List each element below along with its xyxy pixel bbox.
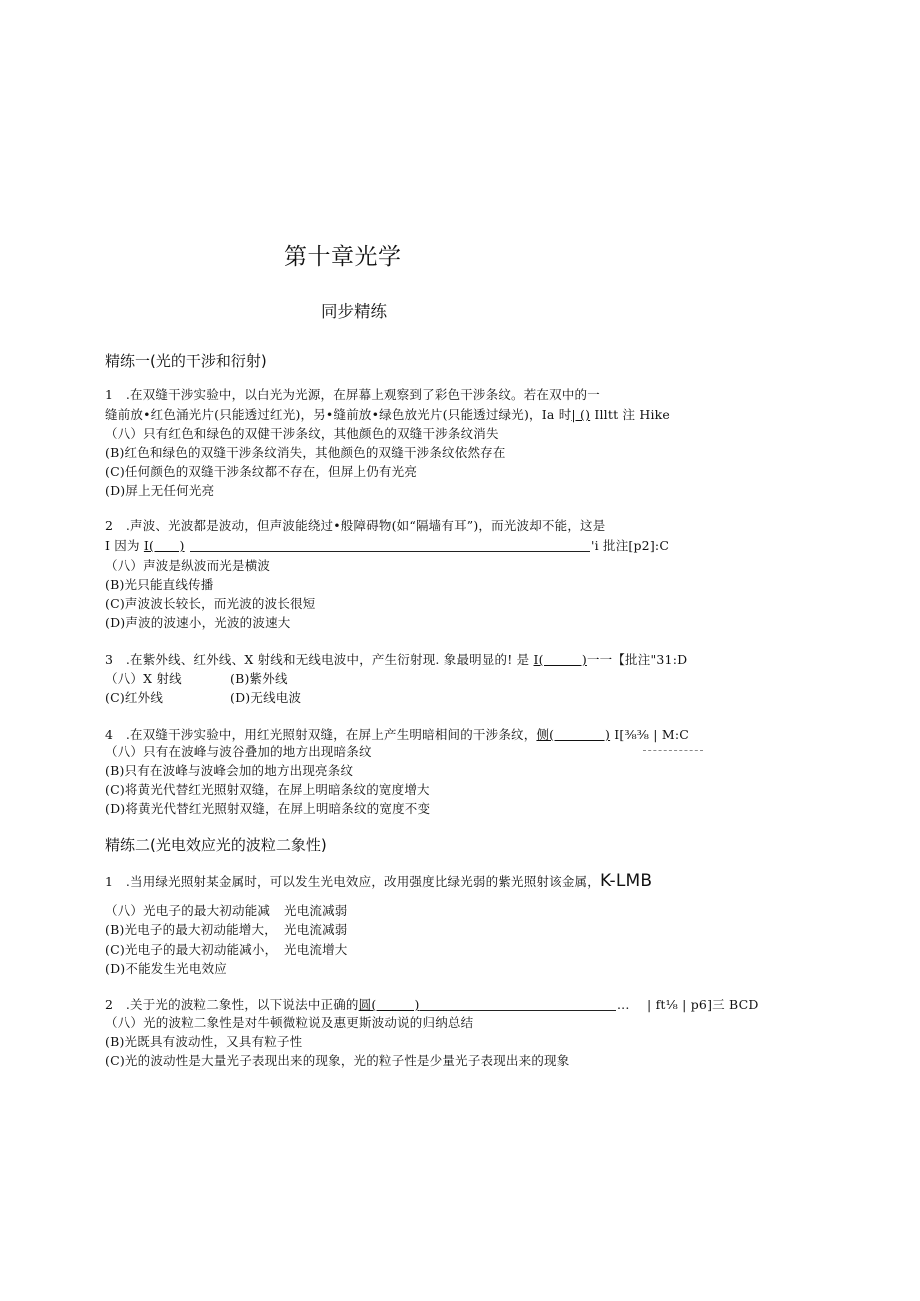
page-subtitle: 同步精练 [321, 302, 387, 321]
option-a: （八）光电子的最大初动能减 [105, 903, 271, 918]
question-1-2-line-2 [105, 538, 185, 554]
question-text: 2 .关于光的波粒二象性，以下说法中正确的 [105, 997, 359, 1012]
option-b: (B)只有在波峰与波峰会加的地方出现亮条纹 [105, 763, 354, 778]
option-b: (B)光既具有波动性，又具有粒子性 [105, 1034, 303, 1049]
answer-blank: I( ) [533, 652, 587, 667]
option-b: (B)光电子的最大初动能增大， [105, 922, 277, 937]
question-text: 4 .在双缝干涉实验中，用红光照射双缝，在屏上产生明暗相间的干涉条纹， [105, 727, 537, 742]
option-d: (D)屏上无任何光亮 [105, 483, 215, 498]
option-c: (C)红外线 [105, 690, 164, 705]
annotation-text: I[⅜⅜ | M:C [610, 727, 690, 742]
option-a: （八）只有在波峰与波谷叠加的地方出现暗条纹 [105, 744, 372, 759]
answer-blank: | () [571, 407, 591, 422]
question-2-1-line-1 [105, 871, 652, 891]
answer-blank: 侧( ) [536, 727, 611, 742]
option-a: （八）声波是纵波而光是横波 [105, 558, 271, 573]
option-c: (C)光电子的最大初动能减小， [105, 942, 278, 957]
question-2-2-line-1 [105, 997, 420, 1013]
answer-blank: 圆( ) [358, 997, 420, 1012]
question-1-1-line-1: 1 .在双缝干涉实验中，以白光为光源，在屏幕上观察到了彩色干涉条纹。若在双中的一 [105, 387, 600, 402]
question-1-2-line-1: 2 .声波、光波都是波动，但声波能绕过•般障碍物(如“隔墙有耳”)，而光波却不能，这是 [105, 518, 606, 533]
page-title: 第十章光学 [284, 244, 402, 270]
question-text: 3 .在紫外线、红外线、X 射线和无线电波中，产生衍射现. 象最明显的! 是 [105, 652, 534, 667]
option-b: (B)光只能直线传播 [105, 577, 214, 592]
question-text: 缝前放•红色涌光片(只能透过红光)，另•缝前放•绿色放光片(只能透过绿光)，Ia 时 [105, 407, 572, 422]
annotation-leader-line [420, 1010, 616, 1011]
question-1-4-line-1 [105, 727, 689, 743]
option-c-part-2: 光电流增大 [284, 942, 348, 957]
option-c: (C)声波波长较长，而光波的波长很短 [105, 596, 316, 611]
option-d: (D)声波的波速小，光波的波速大 [105, 615, 291, 630]
annotation-text: 'i 批注[p2]:C [591, 538, 670, 553]
section-heading-1: 精练一(光的干涉和衍射) [105, 352, 267, 370]
section-heading-2: 精练二(光电效应光的波粒二象性) [105, 836, 327, 854]
question-1-3-line-1 [105, 652, 687, 668]
option-a-part-2: 光电流减弱 [284, 903, 348, 918]
option-c: (C)任何颜色的双缝干涉条纹都不存在，但屏上仍有光亮 [105, 464, 418, 479]
annotation-text: 一一【批注"31:D [586, 652, 688, 667]
annotation-text: Illtt 注 Hike [590, 407, 671, 422]
annotation-ellipsis: ... [617, 997, 630, 1012]
annotation-text: | ft⅛ | p6]三 BCD [647, 997, 759, 1012]
question-1-1-line-2 [105, 407, 670, 423]
option-a: （八）只有红色和绿色的双健干涉条纹，其他颜色的双缝干涉条纹消失 [105, 426, 499, 441]
option-b: (B)红色和绿色的双缝干涉条纹消失，其他颜色的双缝干涉条纹依然存在 [105, 445, 506, 460]
question-text: 1 .当用绿光照射某金属时，可以发生光电效应，改用强度比绿光弱的紫光照射该金属， [105, 874, 600, 889]
annotation-text: K-LMB [599, 871, 653, 891]
option-b-part-2: 光电流减弱 [284, 922, 348, 937]
option-c: (C)将黄光代替红光照射双缝，在屏上明暗条纹的宽度增大 [105, 782, 430, 797]
answer-blank: I( ) [143, 538, 185, 553]
option-d: (D)无线电波 [230, 690, 302, 705]
option-a: （八）光的波粒二象性是对牛顿微粒说及惠更斯波动说的归纳总结 [105, 1015, 474, 1030]
option-b: (B)紫外线 [230, 671, 288, 686]
question-text: I 因为 [105, 538, 144, 553]
option-a: （八）X 射线 [105, 671, 182, 686]
option-c: (C)光的波动性是大量光子表现出来的现象，光的粒子性是少量光子表现出来的现象 [105, 1053, 570, 1068]
annotation-dash [643, 750, 703, 751]
option-d: (D)不能发生光电效应 [105, 961, 227, 976]
annotation-leader-line [190, 551, 590, 552]
option-d: (D)将黄光代替红光照射双缝，在屏上明暗条纹的宽度不变 [105, 801, 431, 816]
